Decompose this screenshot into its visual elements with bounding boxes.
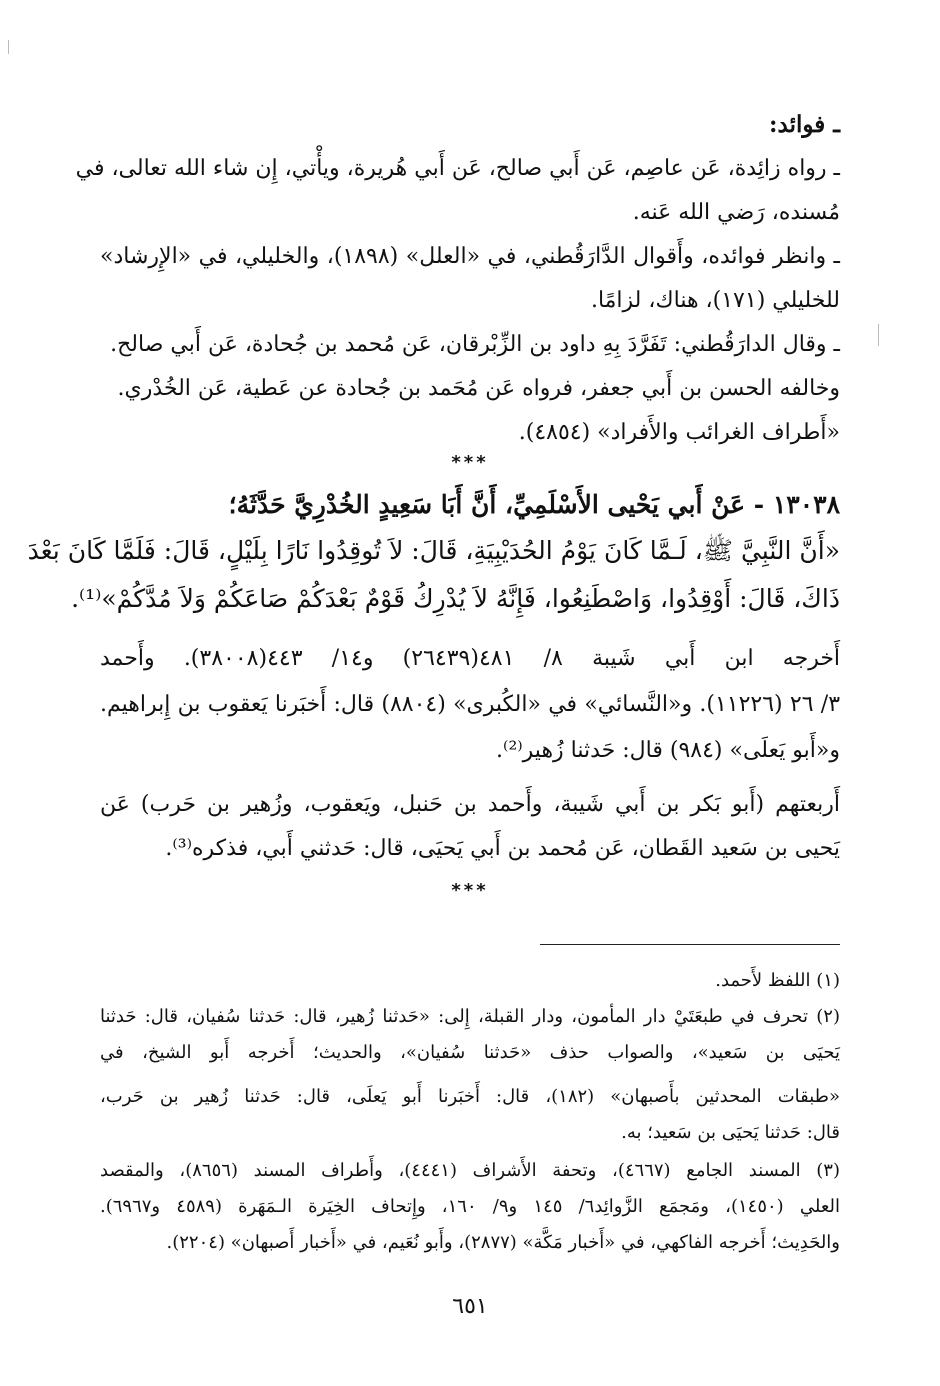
takhrij-line-3: و«أَبو يَعلَى» (٩٨٤) قال: حَدثنا زُهير⁽²⁾.	[496, 738, 840, 763]
section-heading: ـ فوائد:	[769, 111, 840, 138]
takhrij-line-5: يَحيى بن سَعيد القَطان، عَن مُحمد بن أَبي يَحيَى، قال: حَدثني أَبي، فذكره⁽³⁾.	[165, 836, 840, 861]
takhrij-line-4: أَربعتهم (أَبو بَكر بن أَبي شَيبة، وأَحمد بن حَنبل، ويَعقوب، وزُهير بن حَرب) عَن	[100, 792, 840, 817]
footnote-3-line-3: والحَدِيث؛ أَخرجه الفاكهي، في «أَخبار مَكَّة» (٢٨٧٧)، وأَبو نُعَيم، في «أَخبار أَصبهان» (٢٢٠٤).	[166, 1232, 840, 1253]
scan-edge-mark-right	[878, 324, 879, 346]
hadith-text-line-1: «أَنَّ النَّبِيَّ ﷺ، لَـمَّا كَانَ يَوْمُ الحُدَيْبِيَةِ، قَالَ: لاَ تُوقِدُوا نَارًا بِلَيْلٍ، قَالَ: فَلَمَّا كَانَ بَعْدَ	[27, 536, 840, 565]
scan-edge-mark-left	[8, 40, 9, 54]
section-line-1: ـ رواه زائِدة، عَن عاصِم، عَن أَبي صالح، عَن أَبي هُريرة، ويأْتي، إِن شاء الله تعالى، في	[75, 156, 840, 181]
footnote-2-line-1: (٢) تحرف في طبعَتَيْ دار المأمون، ودار القبلة، إِلى: «حَدثنا زُهير، قال: حَدثنا سُفيان، قال: حَدثنا	[100, 1006, 840, 1027]
section-line-2: مُسنده، رَضي الله عَنه.	[632, 200, 840, 225]
footnote-1: (١) اللفظ لأَحمد.	[715, 970, 840, 991]
footnote-3-line-1: (٣) المسند الجامع (٤٦٦٧)، وتحفة الأَشراف (٤٤٤١)، وأَطراف المسند (٨٦٥٦)، والمقصد	[100, 1160, 840, 1181]
footnote-2-line-2: يَحيَى بن سَعيد»، والصواب حذف «حَدثنا سُفيان»، والحديث؛ أَخرجه أَبو الشيخ، في	[100, 1042, 840, 1063]
section-line-7: «أَطراف الغرائب والأَفراد» (٤٨٥٤).	[518, 420, 840, 445]
footnote-2-line-3: «طبقات المحدثين بأَصبهان» (١٨٢)، قال: أَخبَرنا أَبو يَعلَى، قال: حَدثنا زُهير بن حَرب،	[100, 1086, 840, 1107]
footnote-2-line-4: قال: حَدثنا يَحيَى بن سَعيد؛ به.	[621, 1122, 840, 1143]
takhrij-line-2: ٣/ ٢٦ (١١٢٢٦). و«النَّسائي» في «الكُبرى» (٨٨٠٤) قال: أَخبَرنا يَعقوب بن إِبراهيم.	[100, 692, 841, 717]
separator-stars-1: ***	[451, 452, 489, 473]
hadith-title: ١٣٠٣٨ - عَنْ أَبي يَحْيى الأَسْلَمِيِّ، أَنَّ أَبَا سَعِيدٍ الخُدْرِيَّ حَدَّثَهُ؛	[228, 490, 840, 519]
hadith-text-line-2: ذَاكَ، قَالَ: أَوْقِدُوا، وَاصْطَنِعُوا، فَإِنَّهُ لاَ يُدْرِكُ قَوْمٌ بَعْدَكُمْ صَاعَكُمْ وَلاَ مُدَّكُمْ»⁽¹⁾.	[71, 584, 840, 613]
takhrij-line-1: أَخرجه ابن أَبي شَيبة ٨/ ٤٨١(٢٦٤٣٩) و١٤/ ٤٤٣(٣٨٠٠٨). وأَحمد	[100, 646, 841, 671]
footnote-separator	[540, 944, 840, 945]
section-line-3: ـ وانظر فوائده، وأَقوال الدَّارَقُطني، في «العلل» (١٨٩٨)، والخليلي، في «الإِرشاد»	[100, 244, 841, 269]
footnote-3-line-2: العلي (١٤٥٠)، ومَجمَع الزَّوائِد٦/ ١٤٥ و٩/ ١٦٠، وإِتحاف الخِيَرة الـمَهَرة (٤٥٨٩ و٦٩٦٧).	[100, 1196, 840, 1217]
page-number: ٦٥١	[452, 1294, 488, 1319]
section-line-5: ـ وقال الدارَقُطني: تَفَرَّدَ بِهِ داود بن الزِّبْرقان، عَن مُحمد بن جُحادة، عَن أَبي صالح.	[110, 332, 840, 357]
section-line-6: وخالفه الحسن بن أَبي جعفر، فرواه عَن مُحَمد بن جُحادة عن عَطية، عَن الخُدْري.	[117, 376, 840, 401]
separator-stars-2: ***	[451, 880, 489, 901]
section-line-4: للخليلي (١٧١)، هناك، لزامًا.	[590, 288, 840, 313]
